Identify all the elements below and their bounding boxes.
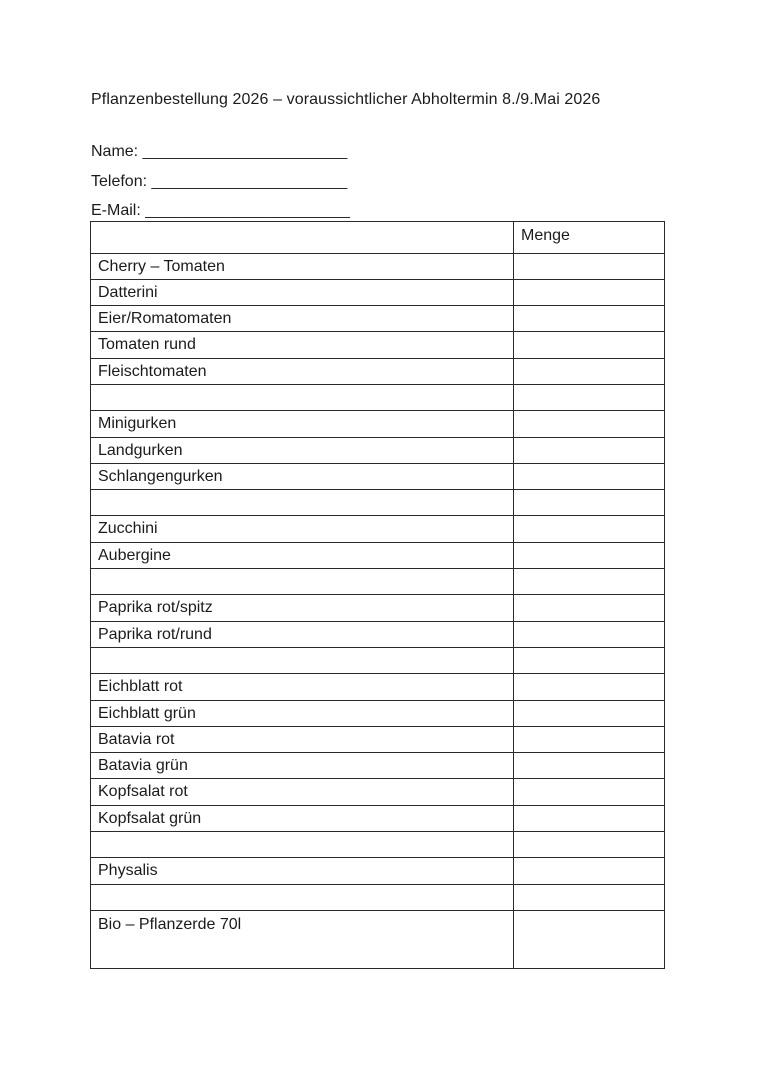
quantity-cell[interactable]	[514, 463, 665, 489]
product-name-cell	[91, 884, 514, 910]
product-name-cell	[91, 647, 514, 673]
product-name-cell: Paprika rot/spitz	[91, 595, 514, 621]
spacer-row	[91, 490, 665, 516]
telefon-field-blank[interactable]: ______________________	[151, 173, 348, 190]
product-name-cell	[91, 490, 514, 516]
table-row	[91, 753, 665, 779]
table-row	[91, 726, 665, 752]
spacer-row	[91, 647, 665, 673]
table-row	[91, 542, 665, 568]
quantity-cell[interactable]	[514, 832, 665, 858]
product-name-cell: Kopfsalat grün	[91, 805, 514, 831]
quantity-cell[interactable]	[514, 910, 665, 968]
table-row	[91, 306, 665, 332]
order-table-body	[91, 253, 665, 968]
quantity-cell[interactable]	[514, 542, 665, 568]
product-name-cell	[91, 569, 514, 595]
table-row	[91, 910, 665, 968]
quantity-cell[interactable]	[514, 569, 665, 595]
product-name-cell: Eier/Romatomaten	[91, 306, 514, 332]
table-row	[91, 253, 665, 279]
quantity-cell[interactable]	[514, 779, 665, 805]
product-name-cell: Eichblatt rot	[91, 674, 514, 700]
quantity-cell[interactable]	[514, 805, 665, 831]
product-name-cell: Bio – Pflanzerde 70l	[91, 910, 514, 968]
name-field-label: Name:	[91, 143, 139, 160]
quantity-cell[interactable]	[514, 753, 665, 779]
order-table	[90, 221, 665, 969]
spacer-row	[91, 832, 665, 858]
product-name-cell: Schlangengurken	[91, 463, 514, 489]
quantity-cell[interactable]	[514, 437, 665, 463]
product-name-cell: Physalis	[91, 858, 514, 884]
product-name-cell: Aubergine	[91, 542, 514, 568]
quantity-cell[interactable]	[514, 884, 665, 910]
table-row	[91, 411, 665, 437]
table-row	[91, 595, 665, 621]
table-row	[91, 621, 665, 647]
product-name-cell: Batavia rot	[91, 726, 514, 752]
quantity-cell[interactable]	[514, 595, 665, 621]
table-row	[91, 358, 665, 384]
table-row	[91, 674, 665, 700]
table-row	[91, 463, 665, 489]
product-name-cell: Landgurken	[91, 437, 514, 463]
quantity-cell[interactable]	[514, 674, 665, 700]
spacer-row	[91, 569, 665, 595]
quantity-cell[interactable]	[514, 358, 665, 384]
email-field-label: E-Mail:	[91, 202, 141, 219]
table-row	[91, 332, 665, 358]
quantity-cell[interactable]	[514, 516, 665, 542]
email-field-blank[interactable]: _______________________	[145, 202, 350, 219]
quantity-cell[interactable]	[514, 384, 665, 410]
product-name-cell: Zucchini	[91, 516, 514, 542]
product-header-cell	[91, 222, 514, 254]
telefon-field	[91, 173, 347, 191]
document-title: Pflanzenbestellung 2026 – voraussichtlicher Abholtermin 8./9.Mai 2026	[91, 91, 601, 108]
quantity-cell[interactable]	[514, 490, 665, 516]
quantity-cell[interactable]	[514, 700, 665, 726]
product-name-cell: Paprika rot/rund	[91, 621, 514, 647]
quantity-header-cell: Menge	[514, 222, 665, 254]
table-header-row	[91, 222, 665, 254]
quantity-cell[interactable]	[514, 332, 665, 358]
table-row	[91, 437, 665, 463]
email-field	[91, 202, 350, 220]
telefon-field-label: Telefon:	[91, 173, 148, 190]
product-name-cell: Datterini	[91, 279, 514, 305]
product-name-cell: Kopfsalat rot	[91, 779, 514, 805]
quantity-cell[interactable]	[514, 279, 665, 305]
product-name-cell: Batavia grün	[91, 753, 514, 779]
table-row	[91, 779, 665, 805]
spacer-row	[91, 384, 665, 410]
quantity-cell[interactable]	[514, 621, 665, 647]
table-row	[91, 858, 665, 884]
product-name-cell	[91, 384, 514, 410]
product-name-cell: Minigurken	[91, 411, 514, 437]
product-name-cell: Cherry – Tomaten	[91, 253, 514, 279]
quantity-cell[interactable]	[514, 306, 665, 332]
quantity-cell[interactable]	[514, 647, 665, 673]
table-row	[91, 700, 665, 726]
product-name-cell: Fleischtomaten	[91, 358, 514, 384]
table-row	[91, 805, 665, 831]
quantity-cell[interactable]	[514, 253, 665, 279]
product-name-cell: Eichblatt grün	[91, 700, 514, 726]
quantity-cell[interactable]	[514, 858, 665, 884]
quantity-cell[interactable]	[514, 726, 665, 752]
product-name-cell: Tomaten rund	[91, 332, 514, 358]
spacer-row	[91, 884, 665, 910]
product-name-cell	[91, 832, 514, 858]
quantity-cell[interactable]	[514, 411, 665, 437]
table-row	[91, 516, 665, 542]
name-field-blank[interactable]: _______________________	[142, 143, 348, 160]
table-row	[91, 279, 665, 305]
name-field	[91, 143, 347, 161]
